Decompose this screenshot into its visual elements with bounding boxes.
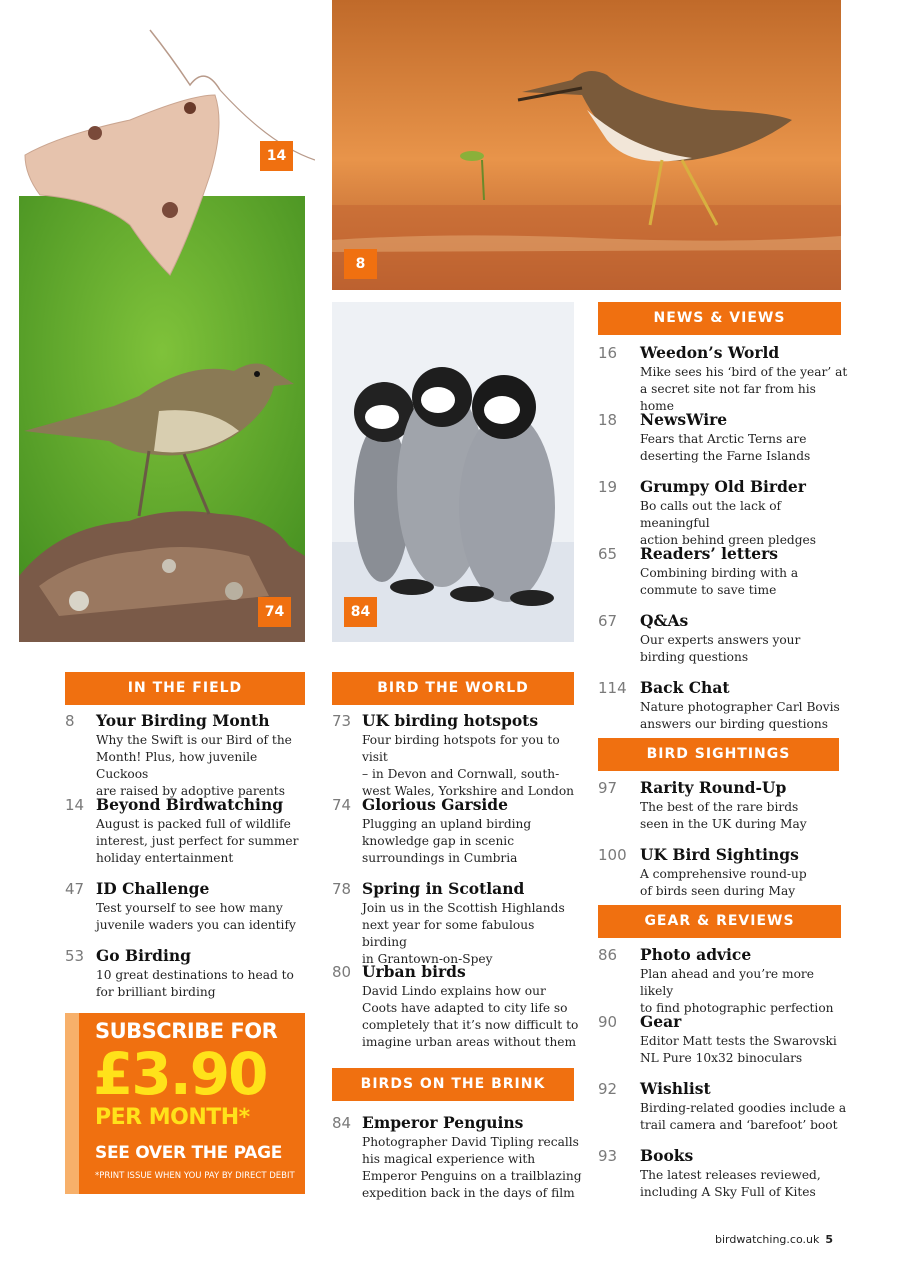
entry-title: Your Birding Month	[96, 711, 270, 730]
entry-title: Go Birding	[96, 946, 191, 965]
entry-title: Photo advice	[640, 945, 752, 964]
entry-description: Nature photographer Carl Bovis answers our birding questions	[640, 700, 840, 731]
entry-description: Our experts answers your birding questions	[640, 633, 801, 664]
section-header-bird-the-world: BIRD THE WORLD	[332, 672, 574, 705]
entry-description: The latest releases reviewed, including A Sky Full of Kites	[640, 1168, 821, 1199]
entry-description: Birding-related goodies include a trail camera and ‘barefoot’ boot	[640, 1101, 847, 1132]
subscribe-cta: SEE OVER THE PAGE	[95, 1143, 283, 1163]
section-header-bird-sightings: BIRD SIGHTINGS	[598, 738, 839, 771]
entry-description: Photographer David Tipling recalls his magical experience with Emperor Penguins on a trailblazing expedition back in the days of film	[362, 1135, 582, 1200]
entry-page-number: 8	[65, 712, 75, 730]
entry-title: Books	[640, 1146, 694, 1165]
entry-description: Why the Swift is our Bird of the Month! Plus, how juvenile Cuckoos are raised by adoptive parents	[96, 733, 292, 798]
entry-title: NewsWire	[640, 410, 728, 429]
subscribe-promo[interactable]	[65, 1013, 305, 1194]
entry-title: Grumpy Old Birder	[640, 477, 806, 496]
entry-page-number: 18	[598, 411, 618, 429]
entry-page-number: 19	[598, 478, 618, 496]
section-header-news-views: NEWS & VIEWS	[598, 302, 841, 335]
entry-description: Fears that Arctic Terns are deserting the Farne Islands	[640, 432, 811, 463]
entry-description: A comprehensive round-up of birds seen during May	[640, 867, 807, 898]
page-footer	[715, 1233, 833, 1246]
section-header-in-the-field: IN THE FIELD	[65, 672, 305, 705]
entry-page-number: 16	[598, 344, 618, 362]
subscribe-stripe	[65, 1013, 79, 1194]
entry-description: Plugging an upland birding knowledge gap in scenic surroundings in Cumbria	[362, 817, 532, 865]
footer-page-number: 5	[825, 1233, 833, 1246]
entry-page-number: 53	[65, 947, 85, 965]
entry-description: Plan ahead and you’re more likely to find photographic perfection	[640, 967, 834, 1015]
entry-description: Combining birding with a commute to save time	[640, 566, 799, 597]
entry-page-number: 100	[598, 846, 627, 864]
entry-description: Test yourself to see how many juvenile waders you can identify	[96, 901, 296, 932]
entry-description: 10 great destinations to head to for brilliant birding	[96, 968, 294, 999]
entry-page-number: 97	[598, 779, 618, 797]
entry-title: Beyond Birdwatching	[96, 795, 284, 814]
entry-title: ID Challenge	[96, 879, 210, 898]
entry-page-number: 80	[332, 963, 352, 981]
entry-description: Join us in the Scottish Highlands next year for some fabulous birding in Grantown-on-Spey	[362, 901, 565, 966]
sandpiper-page-badge[interactable]: 8	[344, 249, 377, 279]
entry-page-number: 84	[332, 1114, 352, 1132]
entry-page-number: 78	[332, 880, 352, 898]
entry-page-number: 14	[65, 796, 85, 814]
entry-description: August is packed full of wildlife interest, just perfect for summer holiday entertainment	[96, 817, 299, 865]
subscribe-price: £3.90	[93, 1040, 267, 1108]
entry-page-number: 65	[598, 545, 618, 563]
entry-title: Gear	[640, 1012, 682, 1031]
entry-title: UK Bird Sightings	[640, 845, 799, 864]
entry-title: Weedon’s World	[640, 343, 780, 362]
entry-description: David Lindo explains how our Coots have adapted to city life so completely that it’s now difficult to imagine urban areas without them	[362, 984, 579, 1049]
entry-title: Emperor Penguins	[362, 1113, 524, 1132]
entry-page-number: 86	[598, 946, 618, 964]
entry-description: Editor Matt tests the Swarovski NL Pure 10x32 binoculars	[640, 1034, 837, 1065]
subscribe-period: PER MONTH*	[95, 1105, 250, 1130]
entry-description: Four birding hotspots for you to visit – in Devon and Cornwall, south- west Wales, Yorkshire and London	[362, 733, 575, 798]
sandpiper-photo	[332, 0, 841, 290]
section-header-birds-on-the-brink: BIRDS ON THE BRINK	[332, 1068, 574, 1101]
entry-page-number: 114	[598, 679, 627, 697]
section-header-gear-reviews: GEAR & REVIEWS	[598, 905, 841, 938]
entry-title: Spring in Scotland	[362, 879, 525, 898]
warbler-page-badge[interactable]: 74	[258, 597, 291, 627]
footer-site[interactable]: birdwatching.co.uk	[714, 1233, 820, 1246]
penguins-photo	[332, 302, 574, 642]
subscribe-small-print: *PRINT ISSUE WHEN YOU PAY BY DIRECT DEBIT	[95, 1171, 295, 1181]
entry-title: UK birding hotspots	[362, 711, 539, 730]
entry-title: Back Chat	[640, 678, 730, 697]
moth-page-badge[interactable]: 14	[260, 141, 293, 171]
entry-title: Readers’ letters	[640, 544, 778, 563]
entry-page-number: 93	[598, 1147, 618, 1165]
entry-page-number: 73	[332, 712, 352, 730]
entry-page-number: 92	[598, 1080, 618, 1098]
entry-title: Q&As	[640, 611, 689, 630]
subscribe-headline: SUBSCRIBE FOR	[95, 1019, 278, 1043]
entry-title: Glorious Garside	[362, 795, 509, 814]
entry-page-number: 74	[332, 796, 352, 814]
entry-page-number: 47	[65, 880, 85, 898]
penguins-page-badge[interactable]: 84	[344, 597, 377, 627]
entry-description: The best of the rare birds seen in the UK during May	[640, 800, 807, 831]
entry-description: Bo calls out the lack of meaningful action behind green pledges	[640, 499, 816, 547]
entry-title: Rarity Round-Up	[640, 778, 787, 797]
entry-title: Urban birds	[362, 962, 466, 981]
entry-title: Wishlist	[640, 1079, 711, 1098]
entry-page-number: 67	[598, 612, 618, 630]
entry-description: Mike sees his ‘bird of the year’ at a secret site not far from his home	[640, 365, 848, 413]
entry-page-number: 90	[598, 1013, 618, 1031]
